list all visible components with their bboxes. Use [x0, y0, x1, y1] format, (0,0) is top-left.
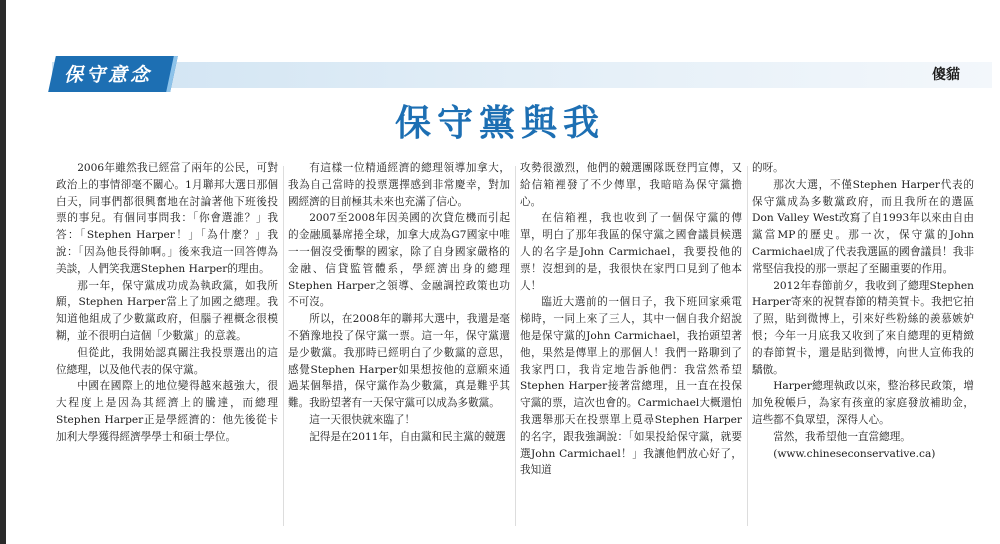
- column-divider: [747, 166, 748, 526]
- paragraph: 那一年，保守黨成功成為執政黨，如我所願，Stephen Harper當上了加國之總理。我知道他組成了少數黨政府，但腦子裡概念很模糊，並不很明白這個「少數黨」的意義。: [56, 279, 278, 342]
- website-credit: (www.chineseconservative.ca): [773, 447, 936, 460]
- text-column-1: [56, 160, 278, 536]
- paragraph: 有這樣一位精通經濟的總理領導加拿大，我為自己當時的投票選擇感到非常慶幸，對加國經濟的目前極其未來也充滿了信心。: [288, 162, 510, 208]
- column-header-band: [52, 62, 992, 88]
- paragraph: 當然，我希望他一直當總理。: [773, 430, 911, 443]
- paragraph: 但從此，我開始認真關注我投票選出的這位總理，以及他代表的保守黨。: [56, 346, 278, 376]
- article-body: [56, 160, 976, 536]
- paragraph: 那次大選，不僅Stephen Harper代表的保守黨成為多數黨政府，而且我所在的選區Don Valley West改寫了自1993年以來由自由黨當MP的歷史。那一次，保守黨的John Carmichael成了代表我選區的國會議員！我非常堅信我投的那一票起了至關重要的作用。: [752, 178, 974, 275]
- paragraph: 所以，在2008年的聯邦大選中，我還是毫不猶豫地投了保守黨一票。這一年，保守黨還是少數黨。我那時已經明白了少數黨的意思，感覺Stephen Harper如果想按他的意願來通過某個舉措，保守黨作為少數黨，真是難乎其難。我盼望著有一天保守黨可以成為多數黨。: [288, 313, 510, 410]
- paragraph: 攻勢很激烈，他們的競選團隊既登門宣傳，又給信箱裡發了不少傳單，我暗暗為保守黨擔心。: [520, 162, 742, 208]
- text-column-2: [288, 160, 510, 536]
- paragraph: 2012年春節前夕，我收到了總理Stephen Harper寄來的祝賀春節的精美賀卡。我把它拍了照，貼到微博上，引來好些粉絲的羨慕嫉妒恨；今年一月底我又收到了來自總理的更精緻的春節賀卡，還是貼到微博，向世人宣佈我的驕傲。: [752, 279, 974, 376]
- paragraph: 這一天很快就來臨了！: [309, 413, 416, 426]
- column-name: 保守意念: [64, 64, 153, 86]
- paragraph: Harper總理執政以來，整治移民政策，增加免稅帳戶，為家有孩童的家庭發放補助金，這些都不負眾望，深得人心。: [752, 380, 974, 426]
- column-divider: [515, 166, 516, 526]
- paragraph: 記得是在2011年，自由黨和民主黨的競選: [309, 430, 506, 443]
- page-edge-rule: [0, 0, 6, 544]
- column-divider: [283, 166, 284, 526]
- article-headline: 保守黨與我: [394, 103, 605, 144]
- author-byline: 傻貓: [932, 67, 960, 83]
- paragraph: 2007至2008年因美國的次貸危機而引起的金融風暴席捲全球，加拿大成為G7國家中唯一一個沒受衝擊的國家，除了自身國家嚴格的金融、信貸監管體系，學經濟出身的總理Stephen Harper之領導、金融調控政策也功不可沒。: [288, 212, 510, 309]
- text-column-4: [752, 160, 974, 536]
- paragraph: 中國在國際上的地位變得越來越強大，很大程度上是因為其經濟上的騰達，而總理Stephen Harper正是學經濟的：他先後從卡加利大學獲得經濟學學士和碩士學位。: [56, 380, 278, 443]
- paragraph: 的呀。: [752, 162, 784, 174]
- paragraph: 在信箱裡，我也收到了一個保守黨的傳單，明白了那年我區的保守黨之國會議員候選人的名字是John Carmichael，我要投他的票！沒想到的是，我很快在家門口見到了他本人！: [520, 212, 742, 292]
- text-column-3: [520, 160, 742, 536]
- paragraph: 臨近大選前的一個日子，我下班回家乘電梯時，一同上來了三人，其中一個自我介紹說他是保守黨的John Carmichael，我抬頭望著他，果然是傳單上的那個人！我們一路聊到了我家門口，我肯定地告訴他們：我當然希望Stephen Harper接著當總理，且一直在投保守黨的票，這次也會的。Carmichael大概還怕我選舉那天在投票單上覓尋Stephen Harper的名字，跟我強調說：「如果投給保守黨，就要選John Carmichael！」我讓他們放心好了，我知道: [520, 296, 742, 477]
- paragraph: 2006年雖然我已經當了兩年的公民，可對政治上的事情卻毫不關心。1月聯邦大選日那個白天，同事們都很興奮地在討論著他下班後投票的事兒。有個同事問我：「你會選誰？」我答：「Stephen Harper！」「為什麼？」我說：「因為他長得帥啊。」後來我這一回答傳為美談，人們笑我選Stephen Harper的理由。: [56, 162, 278, 275]
